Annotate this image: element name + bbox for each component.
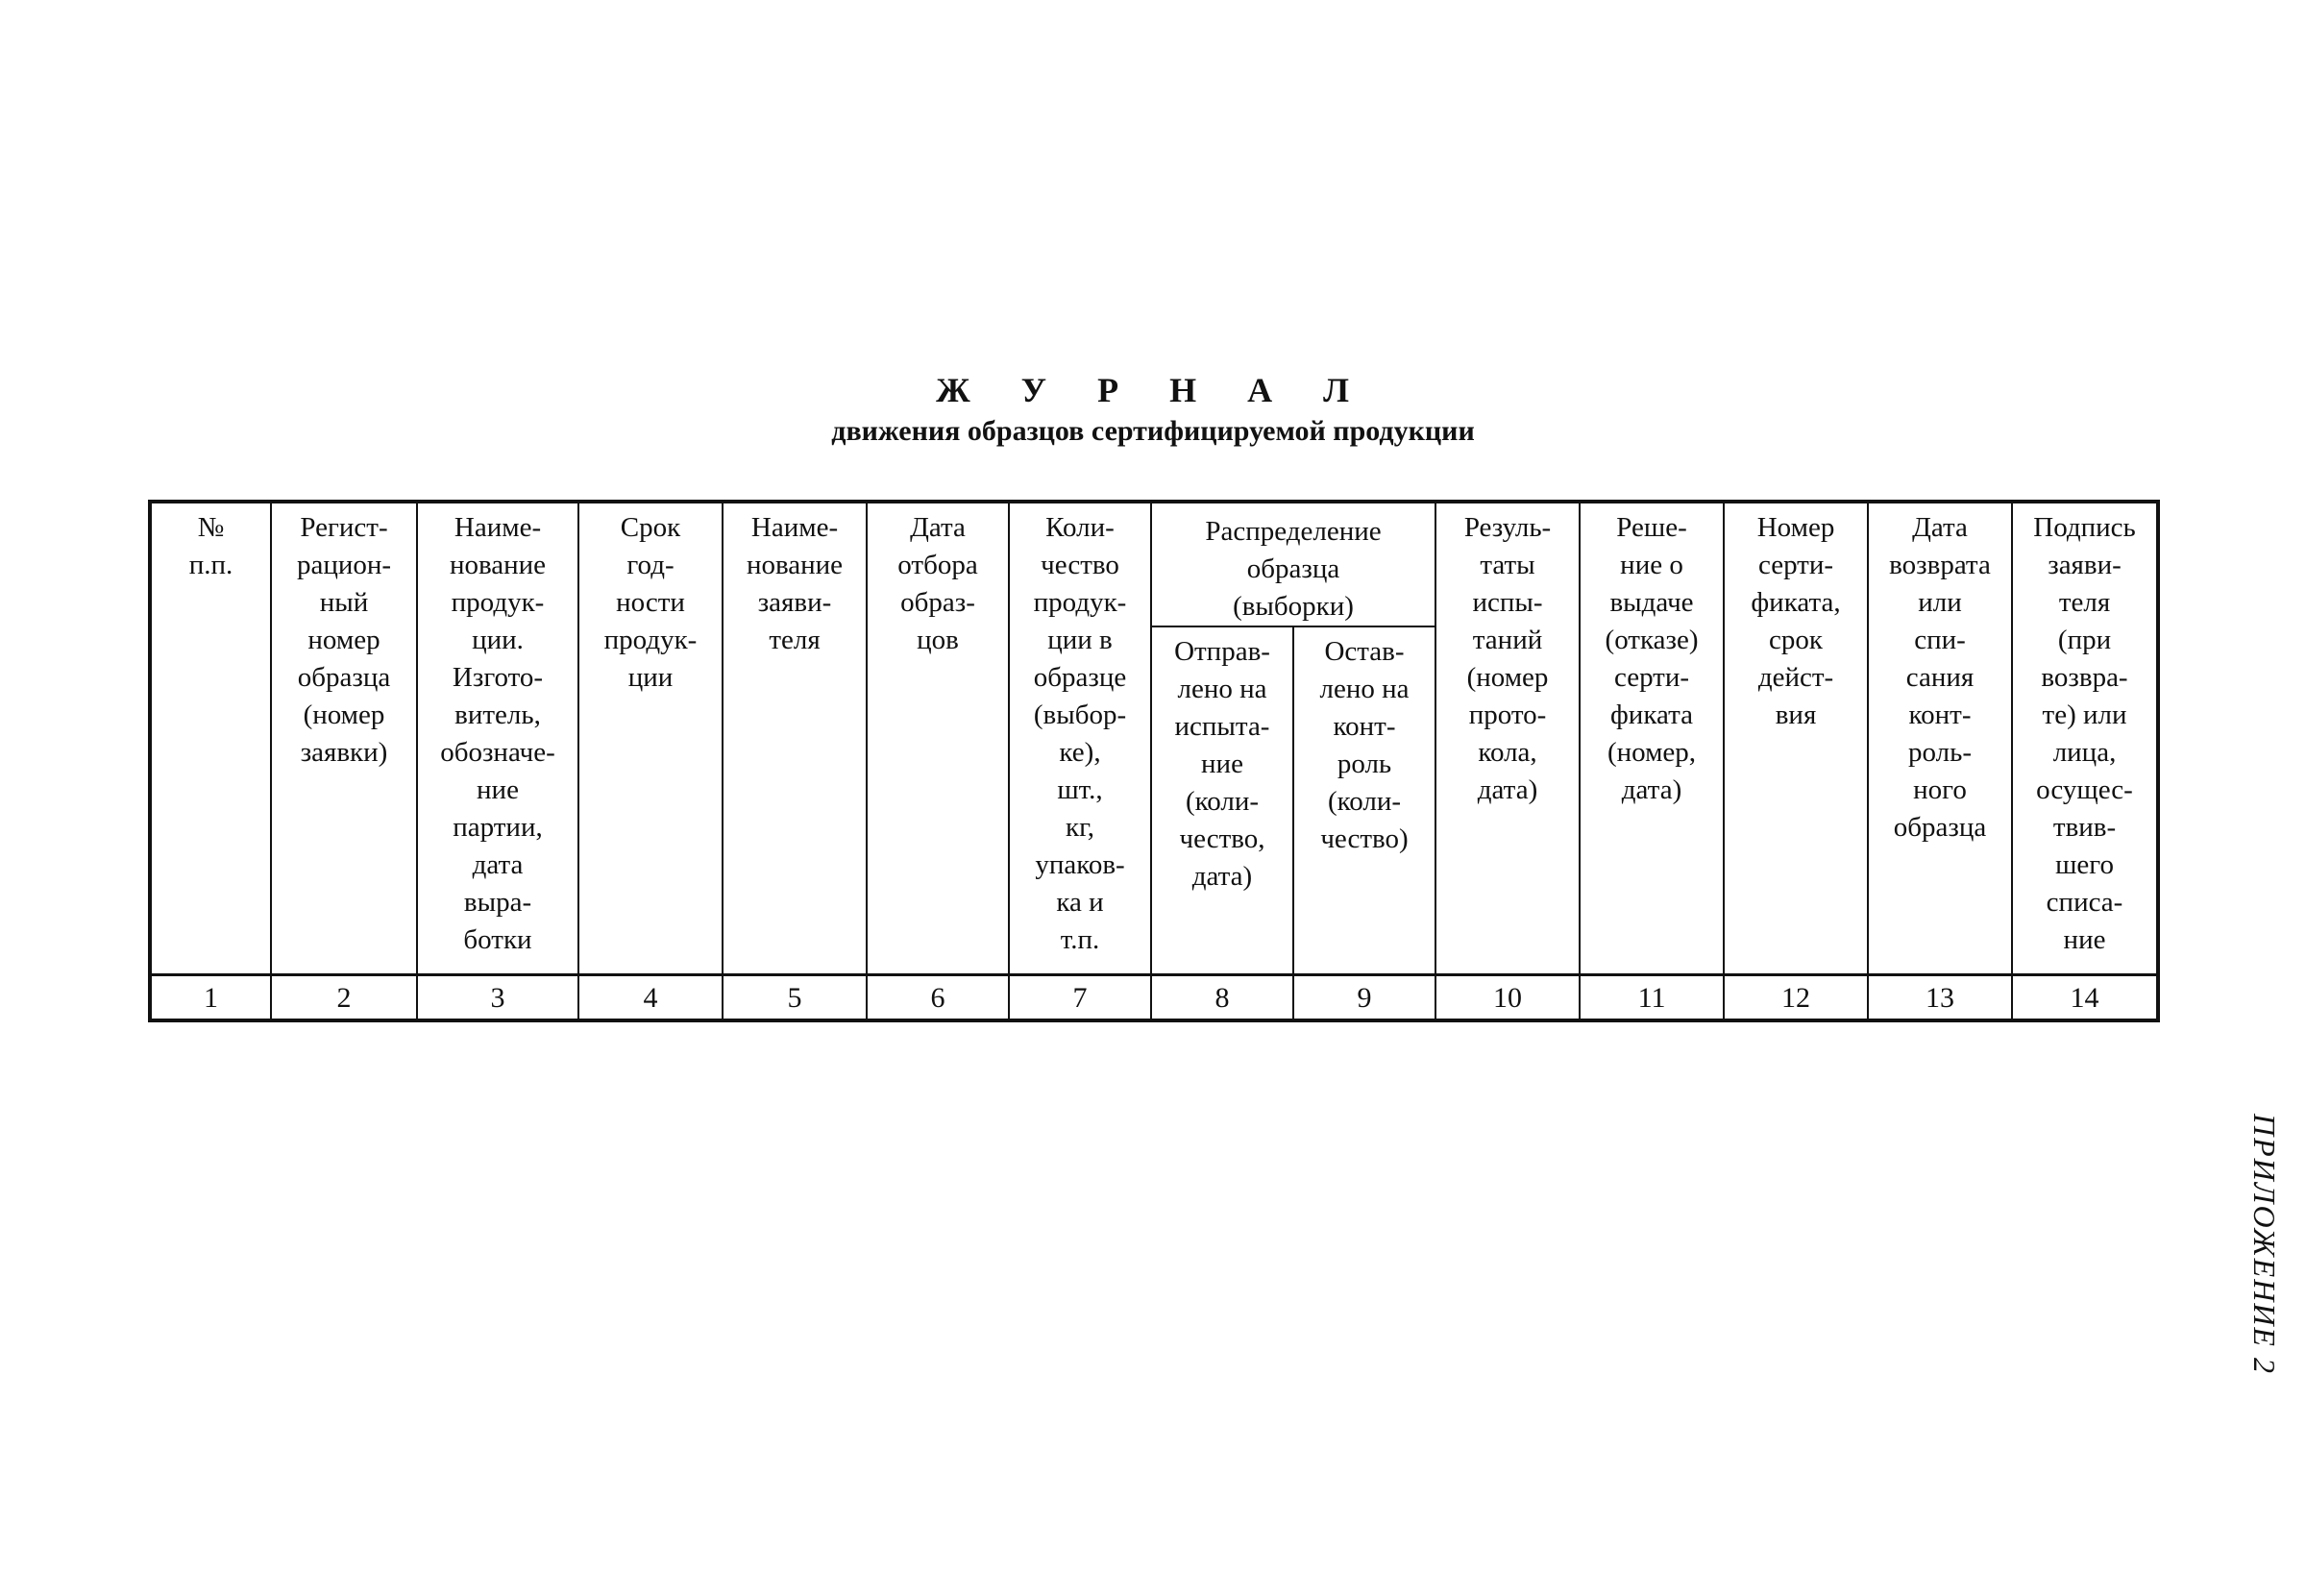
column-header-13: Дата возврата или спи- сания конт- роль- ного образца — [1868, 502, 2012, 975]
column-number: 7 — [1009, 975, 1151, 1021]
column-number: 4 — [578, 975, 723, 1021]
column-number: 13 — [1868, 975, 2012, 1021]
column-number-row — [150, 975, 2158, 1021]
column-number: 6 — [867, 975, 1009, 1021]
column-header-5: Наиме- нование заяви- теля — [723, 502, 867, 975]
column-number: 3 — [417, 975, 578, 1021]
column-header-14: Подпись заяви- теля (при возвра- те) или лица, осущес- твив- шего списа- ние — [2012, 502, 2158, 975]
column-number: 5 — [723, 975, 867, 1021]
column-header-9: Остав- лено на конт- роль (коли- чество) — [1293, 626, 1435, 975]
column-header-4: Срок год- ности продук- ции — [578, 502, 723, 975]
page-subtitle: движения образцов сертифицируемой продукции — [831, 415, 1475, 447]
column-header-3: Наиме- нование продук- ции. Изгото- витель, обозначе- ние партии, дата выра- ботки — [417, 502, 578, 975]
journal-table — [148, 500, 2160, 1022]
column-number: 2 — [271, 975, 417, 1021]
header-row — [150, 502, 2158, 626]
column-number: 8 — [1151, 975, 1293, 1021]
column-number: 1 — [150, 975, 271, 1021]
column-header-12: Номер серти- фиката, срок дейст- вия — [1724, 502, 1868, 975]
column-header-1: № п.п. — [150, 502, 271, 975]
column-header-2: Регист- рацион- ный номер образца (номер заявки) — [271, 502, 417, 975]
column-header-10: Резуль- таты испы- таний (номер прото- кола, дата) — [1435, 502, 1580, 975]
page-title: Ж У Р Н А Л — [936, 371, 1370, 409]
column-number: 12 — [1724, 975, 1868, 1021]
column-number: 14 — [2012, 975, 2158, 1021]
column-number: 10 — [1435, 975, 1580, 1021]
column-header-11: Реше- ние о выдаче (отказе) серти- фиката (номер, дата) — [1580, 502, 1724, 975]
column-header-6: Дата отбора образ- цов — [867, 502, 1009, 975]
appendix-label: ПРИЛОЖЕНИЕ 2 — [2247, 1114, 2282, 1375]
column-header-7: Коли- чество продук- ции в образце (выбор- ке), шт., кг, упаков- ка и т.п. — [1009, 502, 1151, 975]
column-number: 9 — [1293, 975, 1435, 1021]
column-number: 11 — [1580, 975, 1724, 1021]
column-header-8: Отправ- лено на испыта- ние (коли- чество, дата) — [1151, 626, 1293, 975]
group-header-distribution: Распределение образца (выборки) — [1151, 502, 1435, 626]
